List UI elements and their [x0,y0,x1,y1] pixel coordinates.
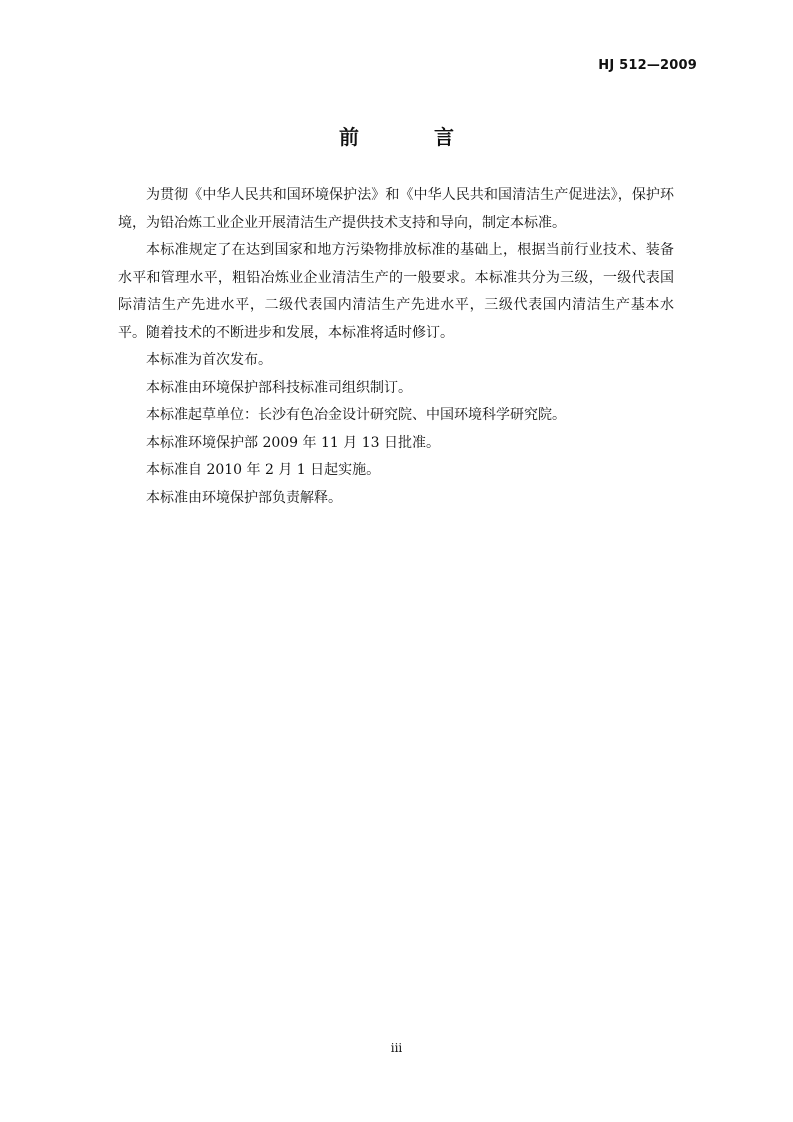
paragraph-organizer: 本标准由环境保护部科技标准司组织制订。 [146,379,412,396]
foreword-body [118,182,674,512]
paragraph-scope: 本标准规定了在达到国家和地方污染物排放标准的基础上，根据当前行业技术、装备水平和管理水平，粗铅冶炼业企业清洁生产的一般要求。本标准共分为三级，一级代表国际清洁生产先进水平，二级代表国内清洁生产先进水平，三级代表国内清洁生产基本水平。随着技术的不断进步和发展，本标准将适时修订。 [118,242,674,341]
paragraph-approval: 本标准环境保护部 2009 年 11 月 13 日批准。 [146,434,440,451]
paragraph-effective-date: 本标准自 2010 年 2 月 1 日起实施。 [146,462,381,478]
paragraph-interpretation: 本标准由环境保护部负责解释。 [146,489,342,506]
standard-code: HJ 512—2009 [598,58,697,73]
page-title: 前 言 [339,125,488,149]
paragraph-first-release: 本标准为首次发布。 [146,352,272,368]
page-number: iii [390,1041,403,1055]
paragraph-drafters: 本标准起草单位：长沙有色冶金设计研究院、中国环境科学研究院。 [146,407,566,423]
paragraph-purpose: 为贯彻《中华人民共和国环境保护法》和《中华人民共和国清洁生产促进法》，保护环境，为铅冶炼工业企业开展清洁生产提供技术支持和导向，制定本标准。 [118,187,674,231]
